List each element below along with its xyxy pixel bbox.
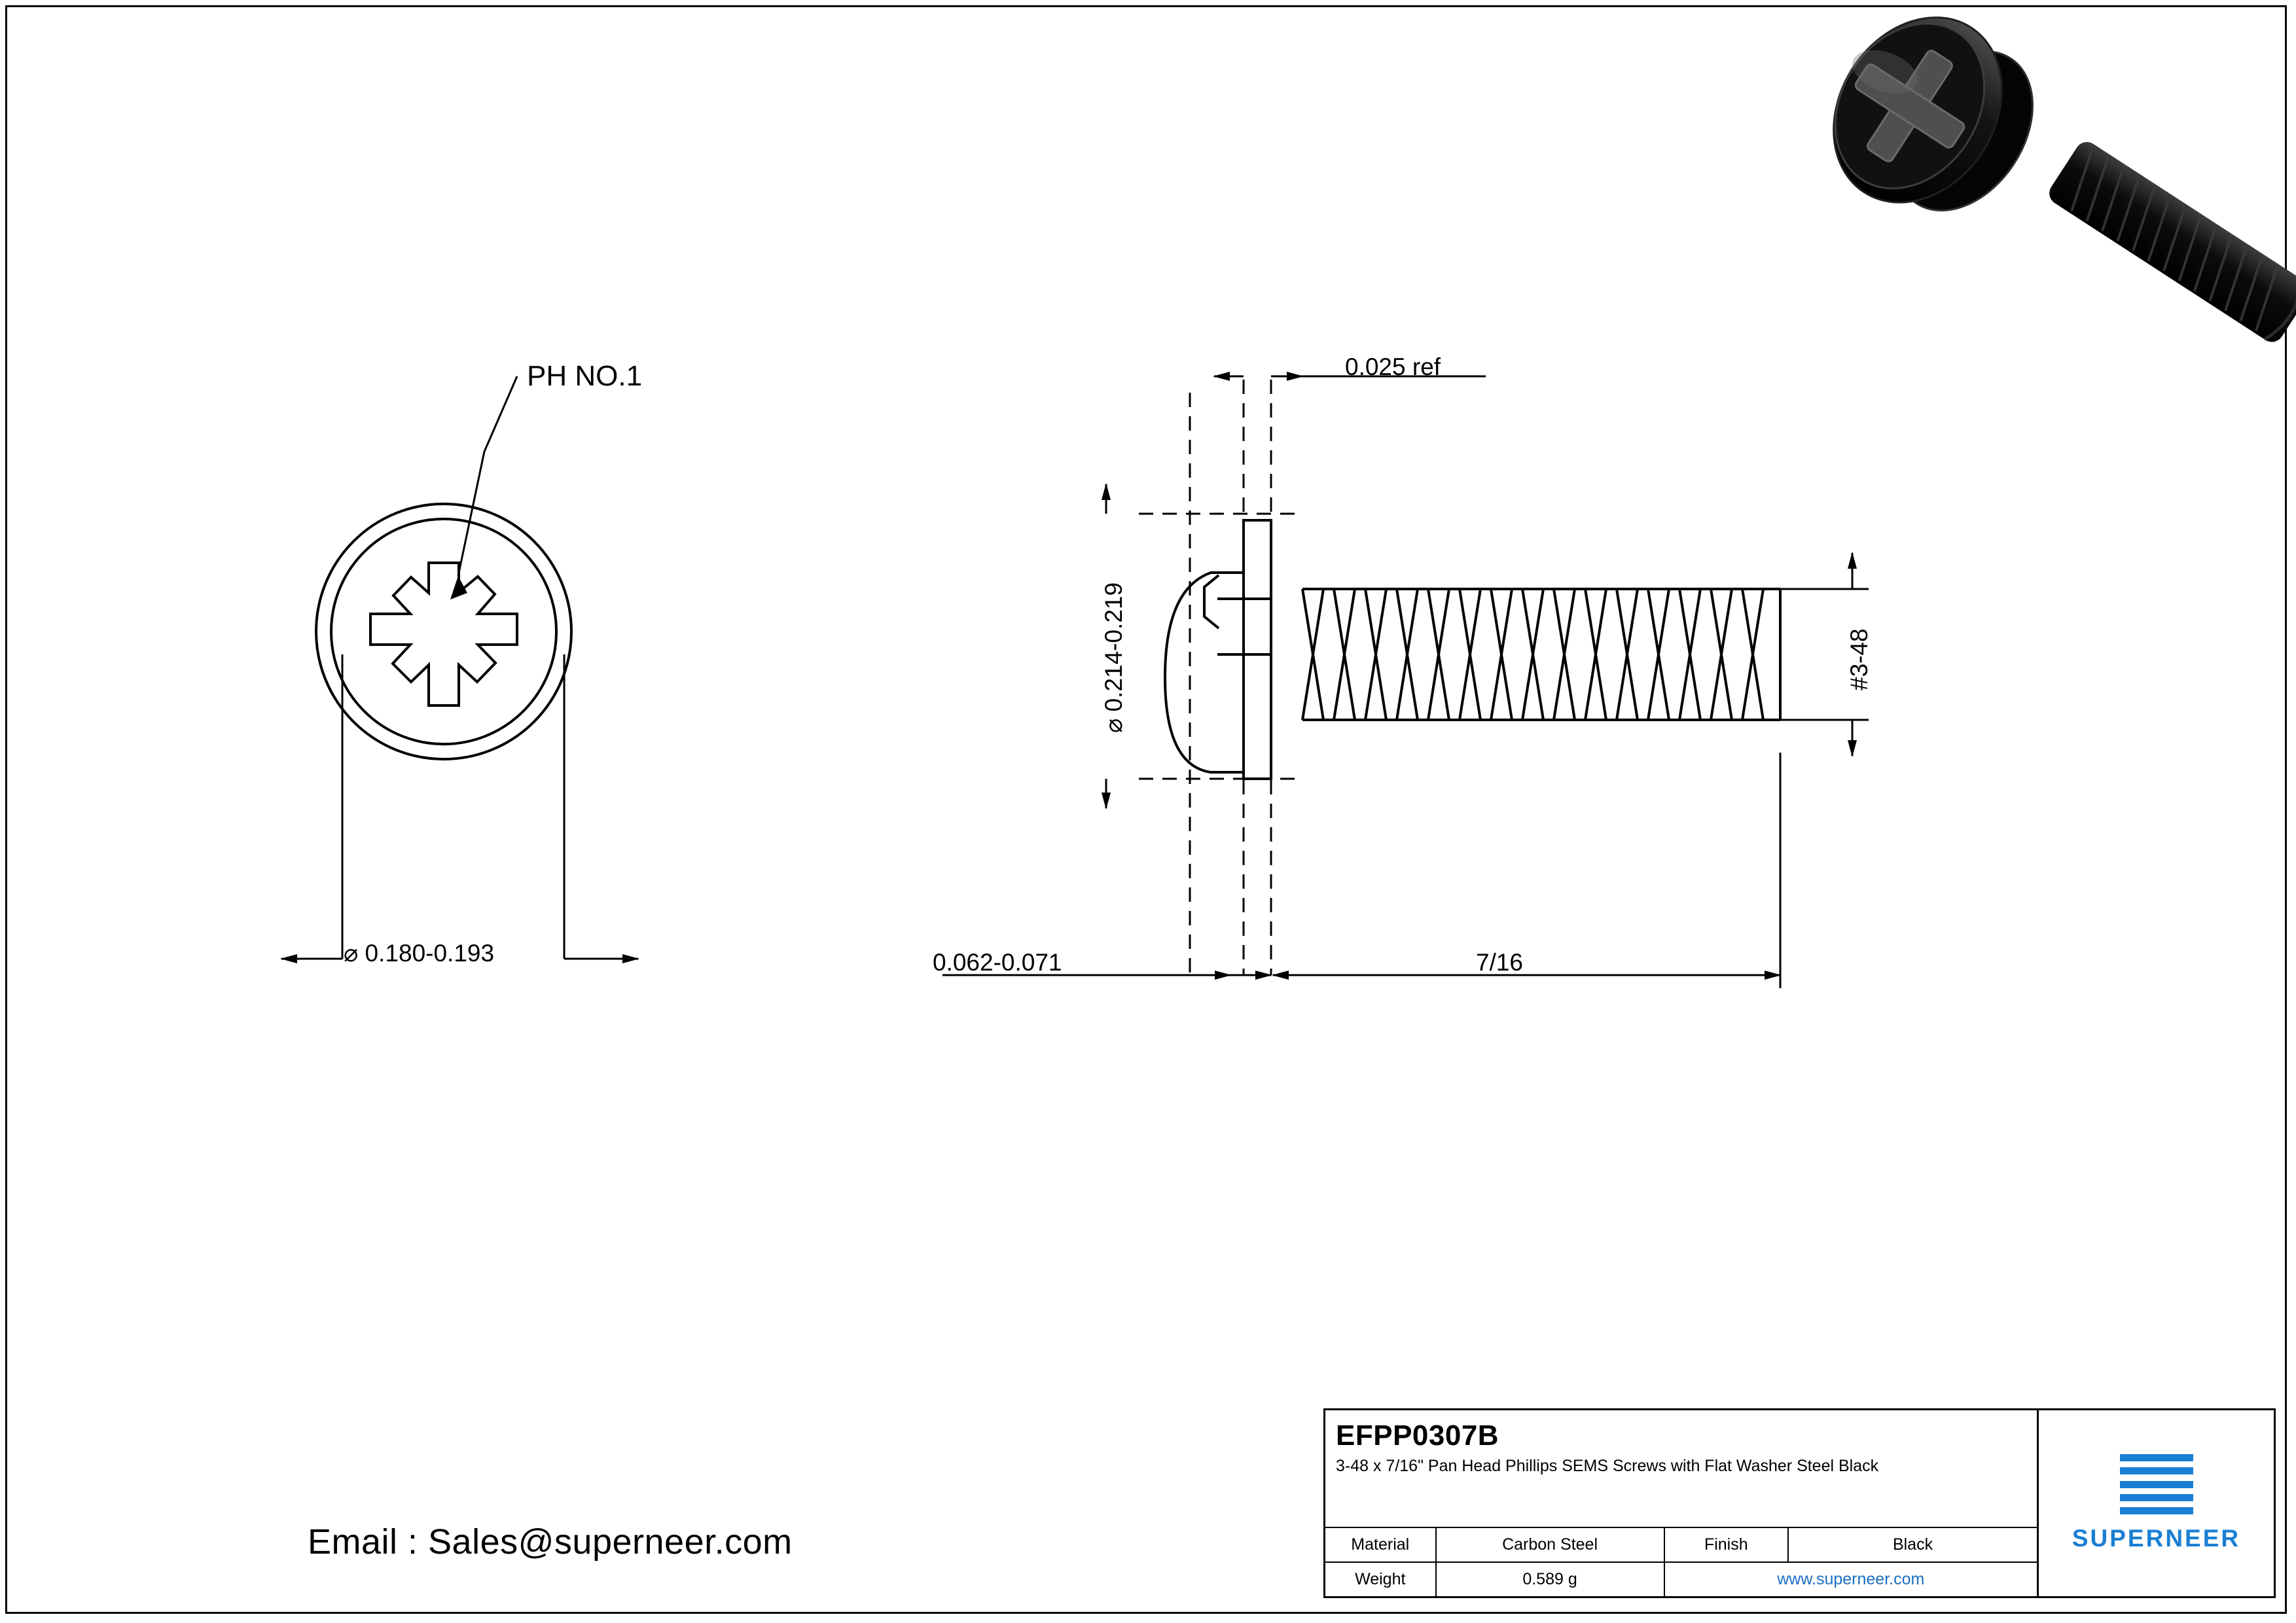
front-view (281, 376, 638, 959)
brand-logo (2039, 1410, 2274, 1596)
side-view (942, 376, 1869, 988)
spec-table (1325, 1527, 2037, 1596)
head-height-dim: 0.062-0.071 (933, 949, 1062, 976)
material-label: Material (1325, 1528, 1437, 1561)
ph-callout-label: PH NO.1 (527, 360, 643, 392)
side-view-top-dim: 0.025 ref (1345, 353, 1441, 380)
screw-length-dim: 7/16 (1476, 949, 1524, 976)
logo-icon (2120, 1454, 2193, 1514)
title-block (1323, 1408, 2276, 1598)
weight-value: 0.589 g (1437, 1563, 1665, 1596)
logo-wordmark: SUPERNEER (2072, 1525, 2241, 1552)
title-block-left (1325, 1410, 2039, 1596)
table-row (1325, 1528, 2037, 1563)
finish-value: Black (1892, 1535, 1933, 1554)
weight-label: Weight (1325, 1563, 1437, 1596)
thread-size-dim: #3-48 (1846, 628, 1873, 690)
table-row (1325, 1563, 2037, 1596)
screw-3d-render (1799, 0, 2296, 346)
material-value: Carbon Steel (1437, 1528, 1665, 1561)
website-link[interactable]: www.superneer.com (1777, 1570, 1925, 1588)
part-description: 3-48 x 7/16" Pan Head Phillips SEMS Screws with Flat Washer Steel Black (1336, 1457, 1879, 1475)
finish-label: Finish (1665, 1528, 1789, 1561)
head-diameter-dim: ⌀ 0.214-0.219 (1100, 582, 1127, 733)
part-number: EFPP0307B (1336, 1419, 1499, 1452)
contact-email[interactable]: Email : Sales@superneer.com (308, 1522, 793, 1561)
front-view-diameter-dim: ⌀ 0.180-0.193 (344, 940, 495, 967)
